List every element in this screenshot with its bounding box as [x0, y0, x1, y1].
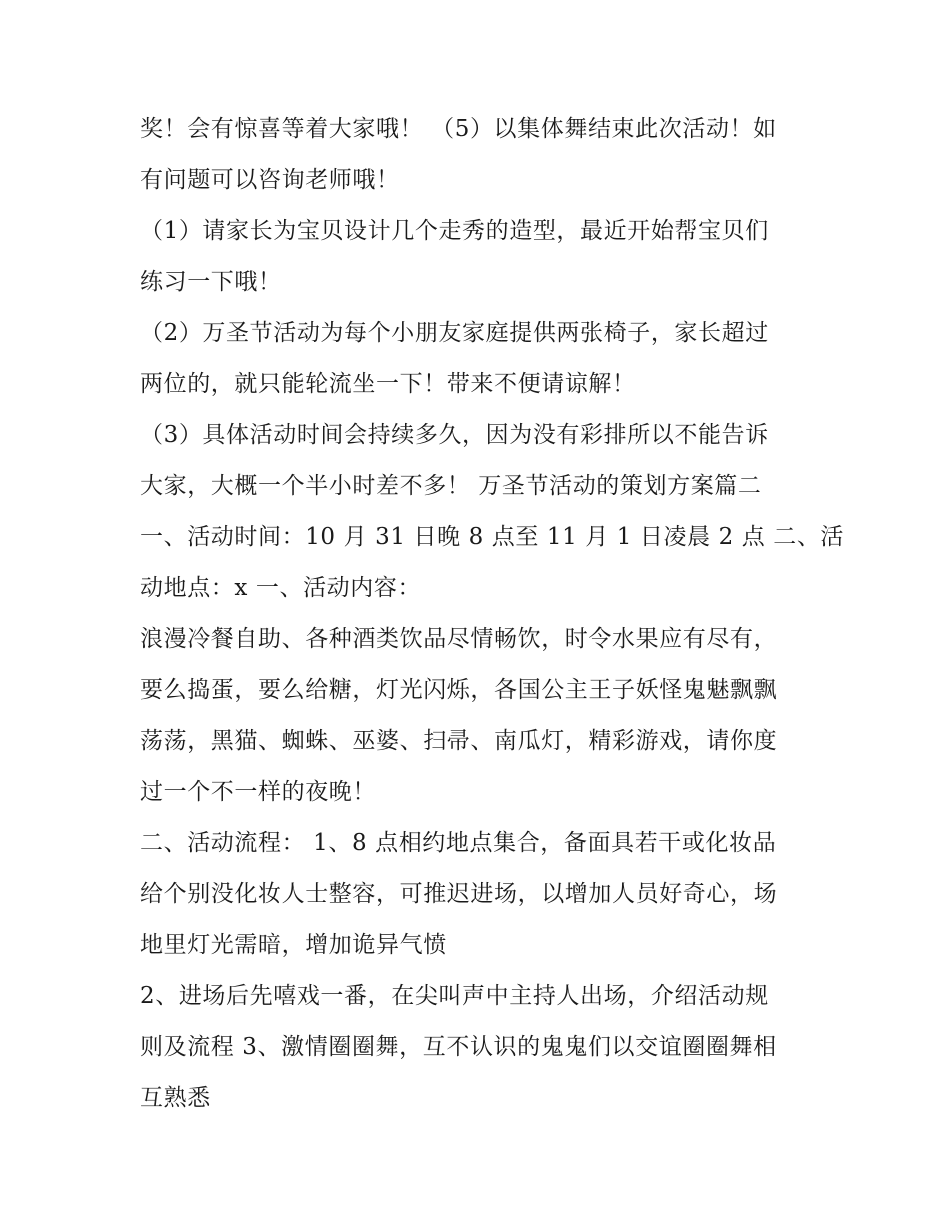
text-line-13: 荡荡，黑猫、蜘蛛、巫婆、扫帚、南瓜灯，精彩游戏，请你度	[140, 728, 778, 754]
text-line-8: 大家，大概一个半小时差不多！ 万圣节活动的策划方案篇二	[140, 473, 762, 499]
text-line-7: （3）具体活动时间会持续多久，因为没有彩排所以不能告诉	[140, 422, 769, 448]
text-line-5: （2）万圣节活动为每个小朋友家庭提供两张椅子，家长超过	[140, 320, 769, 346]
text-line-12: 要么捣蛋，要么给糖，灯光闪烁，各国公主王子妖怪鬼魅飘飘	[140, 677, 778, 703]
text-line-16: 给个别没化妆人士整容，可推迟进场，以增加人员好奇心，场	[140, 881, 778, 907]
text-line-9: 一、活动时间：10 月 31 日晚 8 点至 11 月 1 日凌晨 2 点 二、活	[140, 524, 845, 550]
text-line-2: 有问题可以咨询老师哦！	[140, 167, 400, 193]
text-line-15: 二、活动流程： 1、8 点相约地点集合，备面具若干或化妆品	[140, 830, 777, 856]
text-line-19: 则及流程 3、激情圈圈舞，互不认识的鬼鬼们以交谊圈圈舞相	[140, 1034, 777, 1060]
text-line-11: 浪漫冷餐自助、各种酒类饮品尽情畅饮，时令水果应有尽有，	[140, 626, 778, 652]
text-line-18: 2、进场后先嘻戏一番，在尖叫声中主持人出场，介绍活动规	[140, 983, 769, 1009]
text-line-1: 奖！会有惊喜等着大家哦！ （5）以集体舞结束此次活动！如	[140, 116, 777, 142]
text-line-4: 练习一下哦！	[140, 269, 282, 295]
text-line-6: 两位的，就只能轮流坐一下！带来不便请谅解！	[140, 371, 636, 397]
text-line-14: 过一个不一样的夜晚！	[140, 779, 376, 805]
text-line-20: 互熟悉	[140, 1085, 211, 1111]
text-line-3: （1）请家长为宝贝设计几个走秀的造型，最近开始帮宝贝们	[140, 218, 769, 244]
text-line-10: 动地点：x 一、活动内容：	[140, 575, 422, 601]
document-body	[140, 104, 845, 1124]
text-line-17: 地里灯光需暗，增加诡异气愤	[140, 932, 447, 958]
